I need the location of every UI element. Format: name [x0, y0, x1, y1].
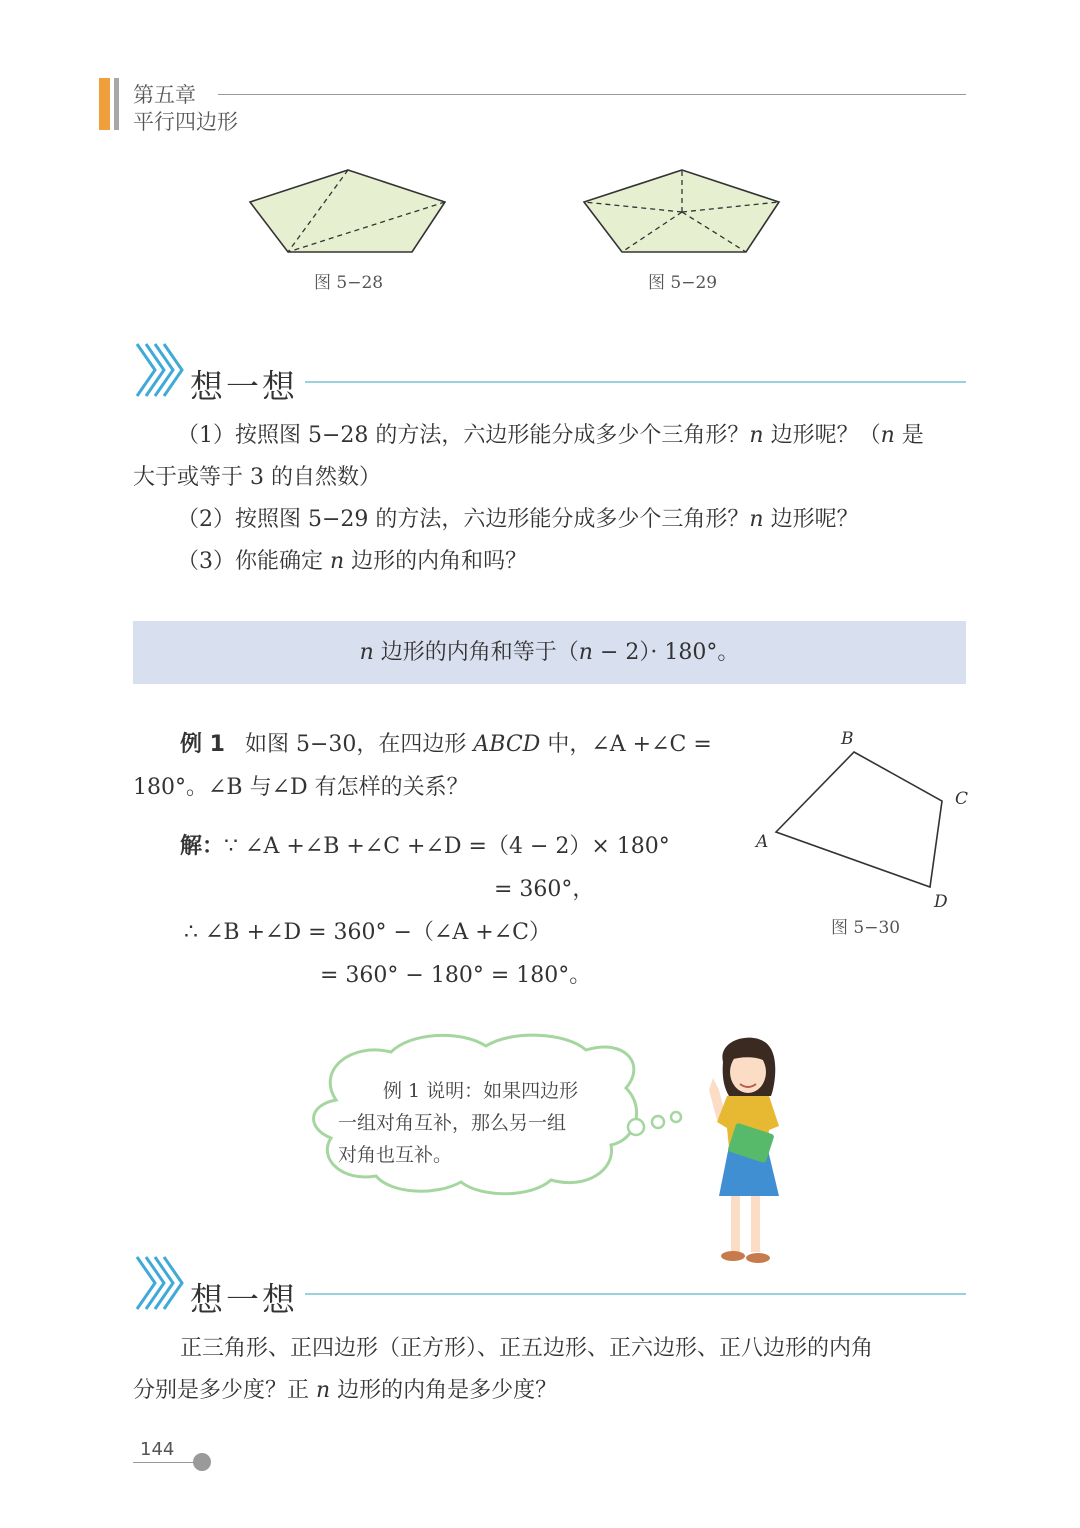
section-title-think-2: 想一想: [190, 1280, 298, 1319]
solution-line2: = 360°，: [494, 877, 595, 902]
vertex-b-label: B: [841, 729, 854, 749]
section2-line2: [133, 1370, 557, 1412]
section2-line1: 正三角形、正四边形（正方形）、正五边形、正六边形、正八边形的内角: [180, 1336, 874, 1361]
vertex-a-label: A: [756, 832, 769, 852]
chevron-icon: [133, 340, 185, 400]
figure-5-28-caption: 图 5−28: [314, 273, 384, 293]
question-1-text: （1）按照图 5−28 的方法，六边形能分成多少个三角形？: [177, 423, 750, 448]
bubble-line3: 对角也互补。: [338, 1144, 453, 1166]
bubble-line2: 一组对角互补，那么另一组: [338, 1112, 567, 1134]
chapter-label: 第五章: [133, 83, 196, 107]
bubble-line1: 例 1 说明：如果四边形: [383, 1080, 579, 1102]
theorem-box: [133, 621, 966, 684]
example-1-line1: [180, 727, 712, 758]
section-rule: [305, 1293, 966, 1295]
figure-5-30-quadrilateral: [750, 725, 980, 920]
page-number: 144: [140, 1439, 175, 1460]
girl-illustration: [695, 1030, 795, 1270]
question-2: [177, 499, 859, 541]
example-label: 例 1: [180, 732, 225, 757]
chapter-title: 平行四边形: [133, 110, 238, 134]
solution-step-1: ∵ ∠A +∠B +∠C +∠D =（4 − 2）× 180°: [224, 834, 670, 859]
example-text: 如图 5−30，在四边形: [244, 732, 474, 757]
question-2-text: （2）按照图 5−29 的方法，六边形能分成多少个三角形？: [177, 507, 750, 532]
var-n: n: [749, 423, 764, 448]
theorem-text-a: 边形的内角和等于（: [373, 640, 579, 665]
figure-5-29-caption: 图 5−29: [648, 273, 718, 293]
var-n: n: [749, 507, 764, 532]
var-n: n: [316, 1378, 331, 1403]
solution-line1: [180, 829, 670, 860]
var-n: n: [330, 549, 345, 574]
solution-line3: ∴ ∠B +∠D = 360° −（∠A +∠C）: [184, 920, 551, 945]
solution-label: 解：: [180, 834, 225, 859]
chevron-icon: [133, 1253, 185, 1313]
vertex-d-label: D: [934, 892, 948, 912]
section2-text-b: 边形的内角是多少度？: [330, 1378, 558, 1403]
var-n: n: [880, 423, 895, 448]
question-1-text-b: 边形呢？（: [763, 423, 881, 448]
section2-text-a: 分别是多少度？正: [133, 1378, 316, 1403]
question-3-text-b: 边形的内角和吗？: [344, 549, 528, 574]
figure-5-28-pentagon: [245, 165, 450, 257]
header-accent-bar-gray: [114, 78, 119, 130]
solution-line4: = 360° − 180° = 180°。: [320, 963, 592, 988]
example-text-b: 中，∠A +∠C =: [540, 732, 712, 757]
question-3: [177, 541, 527, 583]
question-1: [133, 415, 973, 457]
section-rule: [305, 381, 966, 383]
example-1-line2: 180°。∠B 与∠D 有怎样的关系？: [133, 775, 469, 800]
var-n: n: [578, 640, 593, 665]
theorem-text: [133, 621, 966, 684]
section-title-think: 想一想: [190, 367, 298, 406]
header-rule: [218, 94, 966, 95]
question-2-text-b: 边形呢？: [763, 507, 859, 532]
question-3-text: （3）你能确定: [177, 549, 330, 574]
header-accent-bar: [99, 78, 110, 130]
theorem-text-b: − 2）· 180°。: [592, 640, 740, 665]
var-n: n: [359, 640, 374, 665]
question-1-text-c: 是: [894, 423, 924, 448]
figure-5-30-caption: 图 5−30: [831, 918, 901, 938]
question-1-line2: 大于或等于 3 的自然数）: [133, 465, 381, 490]
quad-name: ABCD: [473, 732, 541, 757]
figure-5-29-pentagon: [580, 165, 785, 257]
vertex-c-label: C: [955, 789, 969, 809]
page-dot: [193, 1453, 211, 1471]
